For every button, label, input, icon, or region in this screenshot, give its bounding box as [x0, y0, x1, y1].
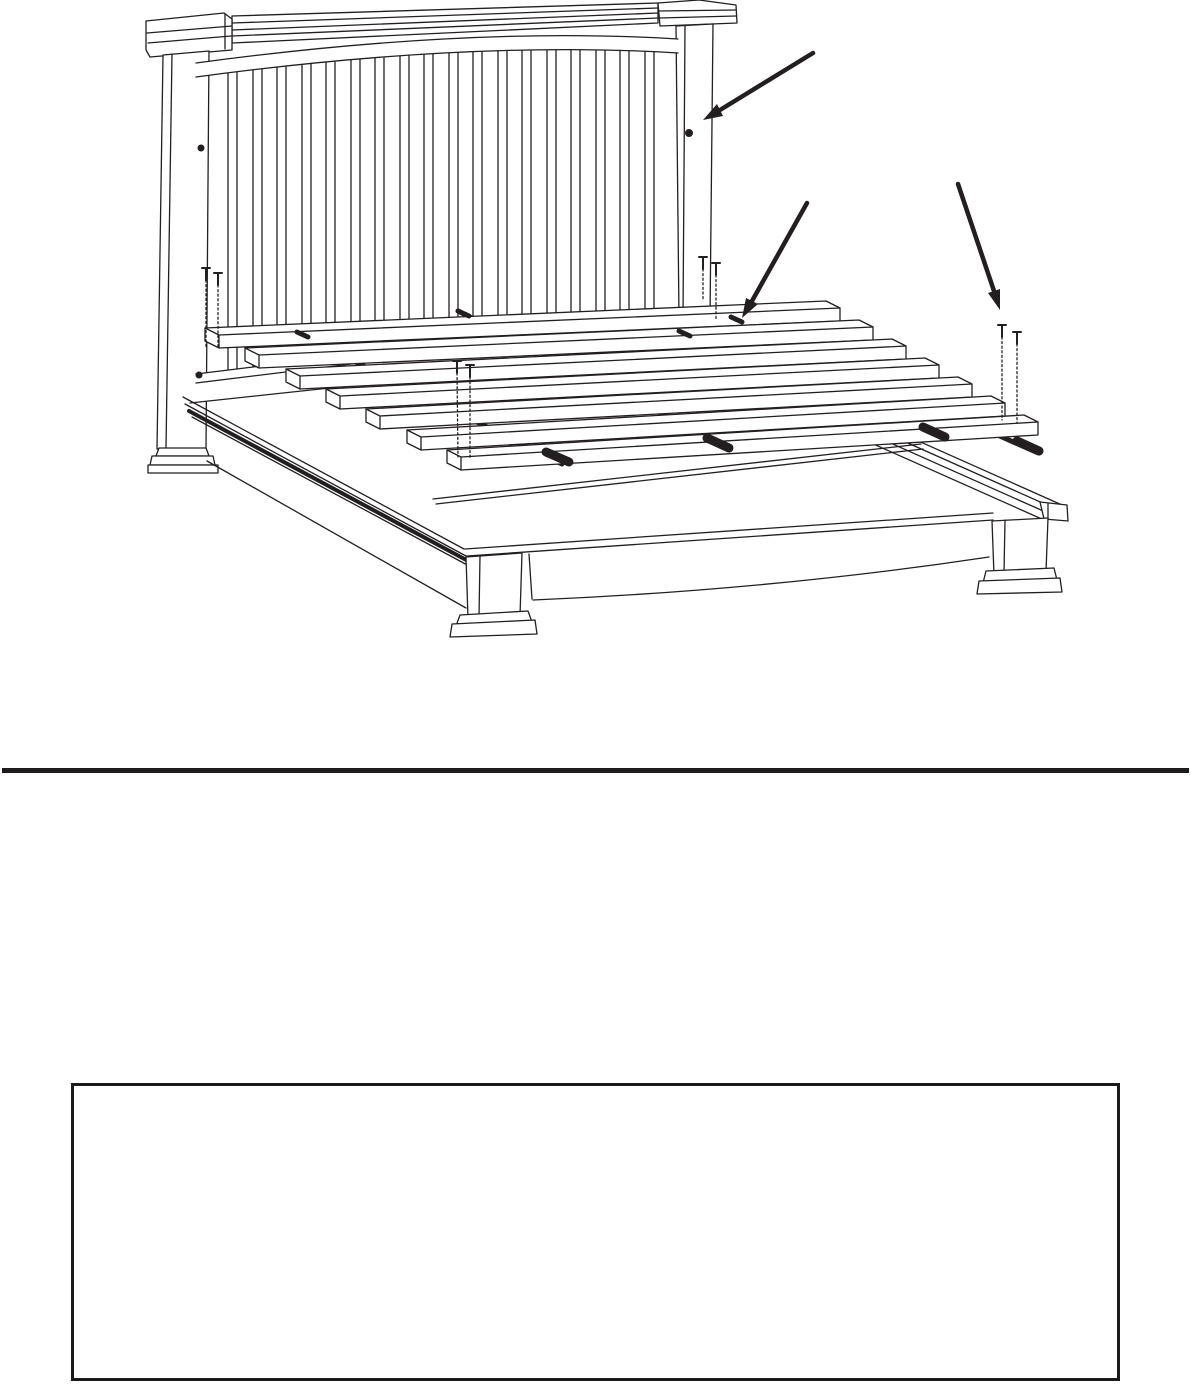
dot-post-right: [685, 129, 693, 137]
callout-arrow-screws: [958, 184, 1000, 310]
crown-cap-left: [146, 13, 232, 57]
platform-front-rail: [465, 513, 993, 600]
callout-arrow-headboard: [703, 53, 813, 120]
dot-post-left-lower: [196, 372, 203, 379]
callout-arrows: [703, 53, 1000, 318]
section-divider: [2, 768, 1189, 773]
callout-arrow-slats: [742, 203, 807, 318]
platform-leg-front-left: [450, 553, 537, 637]
dot-post-left-upper: [198, 145, 205, 152]
headboard-post-right: [676, 24, 713, 319]
note-box: [71, 1083, 1120, 1381]
platform-leg-front-right: [977, 518, 1062, 594]
screw: [1013, 332, 1021, 423]
crown-cap-right: [658, 0, 737, 26]
